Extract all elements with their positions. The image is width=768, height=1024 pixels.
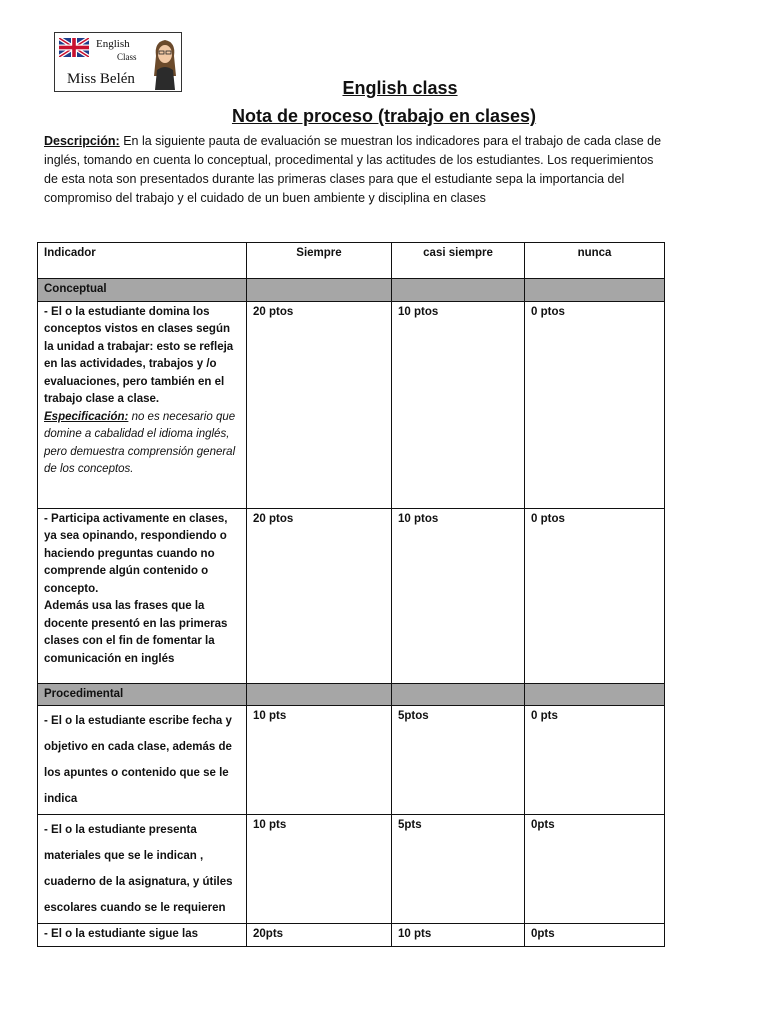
casi-siempre-value: 10 ptos xyxy=(392,508,525,683)
casi-siempre-value: 10 pts xyxy=(392,924,525,947)
uk-flag-icon xyxy=(59,38,89,57)
logo-line-english: English xyxy=(96,38,130,50)
table-row xyxy=(38,301,665,508)
siempre-value: 10 pts xyxy=(247,815,392,924)
indicator-cell xyxy=(38,301,247,508)
casi-siempre-value: 5pts xyxy=(392,815,525,924)
section-row-conceptual xyxy=(38,279,665,302)
nunca-value: 0pts xyxy=(525,924,665,947)
description-label: Descripción: xyxy=(44,134,120,148)
header-casi-siempre: casi siempre xyxy=(392,243,525,279)
nunca-value: 0 ptos xyxy=(525,301,665,508)
indicator-text: - El o la estudiante domina los conceptos vistos en clases según la unidad a trabajar: esto se refleja en las actividades, trabajos y /o evaluaciones, pero también en el trabajo clase a clase. xyxy=(44,305,234,405)
nunca-value: 0pts xyxy=(525,815,665,924)
nunca-value: 0 pts xyxy=(525,706,665,815)
indicator-cell xyxy=(38,508,247,683)
indicator-text: - El o la estudiante escribe fecha y objetivo en cada clase, además de los apuntes o contenido que se le indica xyxy=(38,706,247,815)
siempre-value: 20 ptos xyxy=(247,301,392,508)
rubric-table xyxy=(37,242,665,947)
header-siempre: Siempre xyxy=(247,243,392,279)
table-header-row xyxy=(38,243,665,279)
siempre-value: 10 pts xyxy=(247,706,392,815)
logo-line-class: Class xyxy=(117,52,137,62)
specification-label: Especificación: xyxy=(44,410,129,423)
table-row xyxy=(38,706,665,815)
nunca-value: 0 ptos xyxy=(525,508,665,683)
section-label: Conceptual xyxy=(38,279,247,302)
page-subtitle: Nota de proceso (trabajo en clases) xyxy=(231,106,537,126)
header-nunca: nunca xyxy=(525,243,665,279)
siempre-value: 20 ptos xyxy=(247,508,392,683)
description xyxy=(44,132,664,208)
casi-siempre-value: 10 ptos xyxy=(392,301,525,508)
casi-siempre-value: 5ptos xyxy=(392,706,525,815)
section-label: Procedimental xyxy=(38,683,247,706)
table-row xyxy=(38,924,665,947)
indicator-text: - Participa activamente en clases, ya sea opinando, respondiendo o haciendo preguntas cuando no comprende algún contenido o concepto. xyxy=(44,512,228,595)
table-row xyxy=(38,815,665,924)
table-row xyxy=(38,508,665,683)
description-text: En la siguiente pauta de evaluación se muestran los indicadores para el trabajo de cada clase de inglés, tomando en cuenta lo conceptual, procedimental y las actitudes de los estudiantes. Los requerimientos de esta nota son presentados durante las primeras clases para que el estudiante sepa la importancia del compromiso del trabajo y el cuidado de un buen ambiente y disciplina en clases xyxy=(44,134,662,205)
siempre-value: 20pts xyxy=(247,924,392,947)
indicator-text: - El o la estudiante presenta materiales que se le indican , cuaderno de la asignatura, y útiles escolares cuando se le requieren xyxy=(38,815,247,924)
logo-teacher-name: Miss Belén xyxy=(67,71,135,87)
section-row-procedimental xyxy=(38,683,665,706)
indicator-text-continued: Además usa las frases que la docente presentó en las primeras clases con el fin de fomentar la comunicación en inglés xyxy=(44,600,228,665)
indicator-text: - El o la estudiante sigue las xyxy=(38,924,247,947)
page-title: English class xyxy=(342,78,458,98)
header-indicador: Indicador xyxy=(38,243,247,279)
specification-text: no es necesario que domine a cabalidad el idioma inglés, pero demuestra comprensión general de los conceptos. xyxy=(44,410,236,475)
